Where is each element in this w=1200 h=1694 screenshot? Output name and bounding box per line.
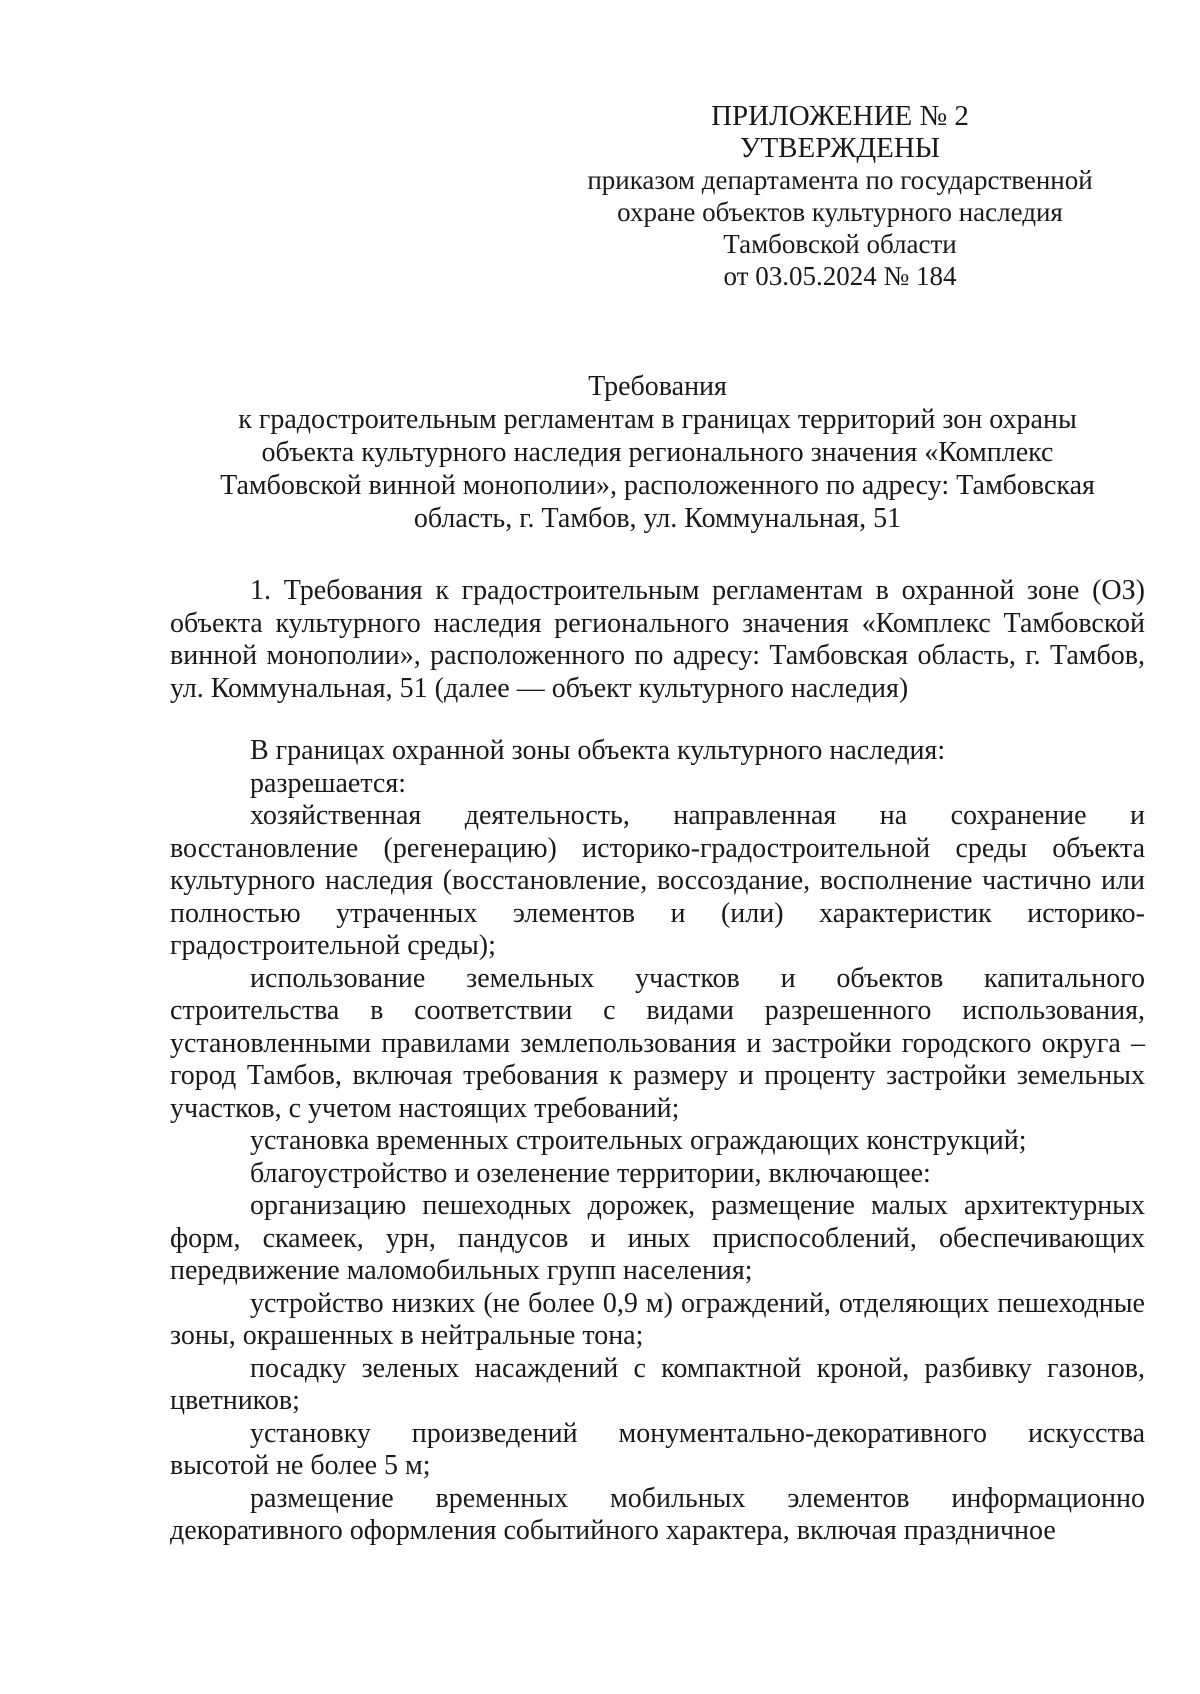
section-1-heading: 1. Требования к градостроительным регламентам в охранной зоне (ОЗ) объекта культурного наследия регионального значения «Комплекс Тамбовской винной монополии», расположенного по адресу: Тамбовская область, г. Тамбов, ул. Коммунальная, 51 (далее — объект культурного наследия) [170, 575, 1145, 704]
document-title [170, 370, 1145, 535]
title-line-3: Тамбовской винной монополии», расположенного по адресу: Тамбовская [220, 470, 1095, 501]
approval-order-line-1: приказом департамента по государственной [587, 165, 1093, 195]
appendix-number: ПРИЛОЖЕНИЕ № 2 [711, 100, 969, 132]
paragraph-item: установку произведений монументально-декоративного искусства высотой не более 5 м; [170, 1417, 1145, 1481]
title-line-1: к градостроительным регламентам в границах территорий зон охраны [238, 404, 1077, 435]
title-line-2: объекта культурного наследия регионального значения «Комплекс [261, 437, 1054, 468]
title-line-4: область, г. Тамбов, ул. Коммунальная, 51 [413, 503, 902, 534]
approval-block [560, 100, 1120, 292]
paragraph-item: размещение временных мобильных элементов информационно декоративного оформления событийного характера, включая праздничное [170, 1482, 1145, 1546]
approval-date-number: от 03.05.2024 № 184 [723, 261, 957, 291]
title-heading: Требования [588, 371, 727, 402]
paragraph-item: использование земельных участков и объектов капитального строительства в соответствии с видами разрешенного использования, установленными правилами землепользования и застройки городского округа – город Тамбов, включая требования к размеру и проценту застройки земельных участков, с учетом настоящих требований; [170, 962, 1145, 1124]
document-body [170, 575, 1145, 1548]
paragraph-item: установка временных строительных ограждающих конструкций; [250, 1125, 1027, 1156]
approval-order-line-3: Тамбовской области [723, 229, 957, 259]
approval-order-line-2: охране объектов культурного наследия [617, 197, 1063, 227]
paragraph-item: благоустройство и озеленение территории, включающее: [250, 1157, 931, 1189]
approved-label: УТВЕРЖДЕНЫ [739, 132, 941, 164]
paragraph-item: посадку зеленых насаждений с компактной кроной, разбивку газонов, цветников; [170, 1352, 1145, 1416]
paragraph-item: устройство низких (не более 0,9 м) ограждений, отделяющих пешеходные зоны, окрашенных в нейтральные тона; [170, 1287, 1145, 1351]
paragraph-intro: В границах охранной зоны объекта культурного наследия: [250, 735, 946, 766]
paragraph-allowed: разрешается: [250, 767, 406, 799]
paragraph-item: хозяйственная деятельность, направленная на сохранение и восстановление (регенерацию) историко-градостроительной среды объекта культурного наследия (восстановление, воссоздание, восполнение частично или полностью утраченных элементов и (или) характеристик историко-градостроительной среды); [170, 800, 1145, 961]
paragraph-item: организацию пешеходных дорожек, размещение малых архитектурных форм, скамеек, урн, пандусов и иных приспособлений, обеспечивающих передвижение маломобильных групп населения; [170, 1190, 1145, 1286]
